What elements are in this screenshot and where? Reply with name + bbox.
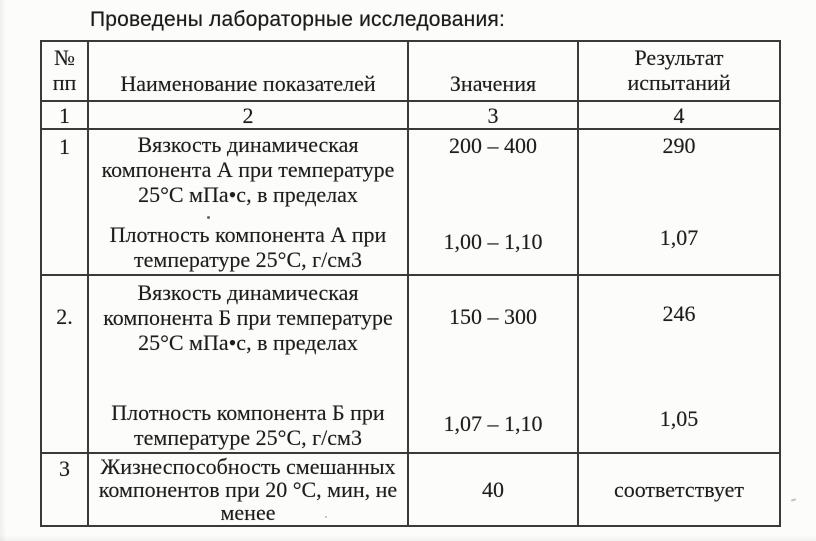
result-text: соответствует bbox=[613, 477, 745, 502]
row-number-cell bbox=[42, 130, 89, 276]
result-text: 246 bbox=[662, 301, 696, 326]
indicator-name-line: компонентов при 20 °С, мин, не bbox=[98, 477, 398, 502]
value-text: 200 – 400 bbox=[449, 133, 537, 158]
indicator-name-block bbox=[110, 222, 387, 272]
header-num-line-2: пп bbox=[52, 70, 77, 95]
header-num-line-1: № bbox=[54, 45, 75, 70]
column-number-cell-2 bbox=[89, 102, 409, 130]
indicator-name-line: компонента А при температуре bbox=[101, 157, 395, 182]
result-cell bbox=[579, 130, 779, 276]
indicator-name-line: Вязкость динамическая bbox=[137, 280, 359, 305]
result-cell bbox=[579, 454, 779, 525]
row-number-cell bbox=[42, 276, 89, 454]
scan-speckle bbox=[791, 498, 796, 501]
value-text: 40 bbox=[482, 477, 504, 502]
scan-speckle bbox=[325, 516, 327, 518]
document-title: Проведены лабораторные исследования: bbox=[90, 8, 505, 31]
indicator-name-line: менее bbox=[220, 500, 276, 525]
column-number-cell-4 bbox=[579, 102, 779, 130]
row-number: 3 bbox=[59, 456, 70, 481]
result-cell bbox=[579, 276, 779, 454]
header-indicator-name-label: Наименование показателей bbox=[120, 71, 376, 96]
scan-edge-shading-bottom bbox=[0, 535, 816, 541]
indicator-name-block bbox=[111, 400, 384, 450]
indicator-name-cell bbox=[89, 276, 409, 454]
result-text: 290 bbox=[662, 133, 696, 158]
column-number-1: 1 bbox=[59, 102, 70, 128]
indicator-name-line: Вязкость динамическая bbox=[137, 132, 359, 157]
result-text: 1,05 bbox=[659, 406, 699, 431]
row-number: 1 bbox=[59, 134, 70, 159]
indicator-name-line: 25°С мПа•с, в пределах bbox=[138, 330, 358, 355]
indicator-name-line: компонента Б при температуре bbox=[103, 305, 393, 330]
indicator-name-line: Плотность компонента Б при bbox=[111, 400, 385, 425]
column-number-cell-3 bbox=[409, 102, 579, 130]
column-number-4: 4 bbox=[673, 102, 685, 128]
row-number-cell bbox=[42, 454, 89, 525]
header-cell-test-result bbox=[579, 42, 779, 102]
indicator-name-cell bbox=[89, 130, 409, 276]
header-cell-row-number bbox=[42, 42, 89, 102]
result-text: 1,07 bbox=[659, 225, 699, 250]
column-number-cell-1 bbox=[42, 102, 89, 130]
indicator-name-line: Плотность компонента А при bbox=[109, 222, 387, 247]
header-values-label: Значения bbox=[449, 71, 537, 96]
header-result-line-2: испытаний bbox=[627, 70, 731, 95]
column-number-2: 2 bbox=[242, 102, 254, 128]
indicator-name-block bbox=[103, 280, 393, 355]
indicator-name-block bbox=[102, 132, 395, 207]
indicator-name-line: температуре 25°С, г/см3 bbox=[134, 425, 362, 450]
scan-speckle bbox=[207, 216, 210, 219]
column-number-3: 3 bbox=[487, 102, 499, 128]
indicator-name-line: Жизнеспособность смешанных bbox=[100, 454, 396, 479]
row-number: 2. bbox=[56, 304, 73, 329]
indicator-name-cell bbox=[89, 454, 409, 525]
value-cell bbox=[409, 454, 579, 525]
value-cell bbox=[409, 130, 579, 276]
header-cell-values bbox=[409, 42, 579, 102]
value-text: 1,07 – 1,10 bbox=[443, 411, 543, 436]
indicator-name-line: температуре 25°С, г/см3 bbox=[134, 247, 362, 272]
value-text: 150 – 300 bbox=[449, 304, 537, 329]
header-result-line-1: Результат bbox=[634, 45, 724, 70]
header-cell-indicator-name bbox=[89, 42, 409, 102]
value-cell bbox=[409, 276, 579, 454]
scan-edge-shading-left bbox=[0, 0, 7, 541]
indicator-name-line: 25°С мПа•с, в пределах bbox=[138, 182, 358, 207]
lab-results-table bbox=[40, 40, 781, 527]
value-text: 1,00 – 1,10 bbox=[443, 229, 543, 254]
